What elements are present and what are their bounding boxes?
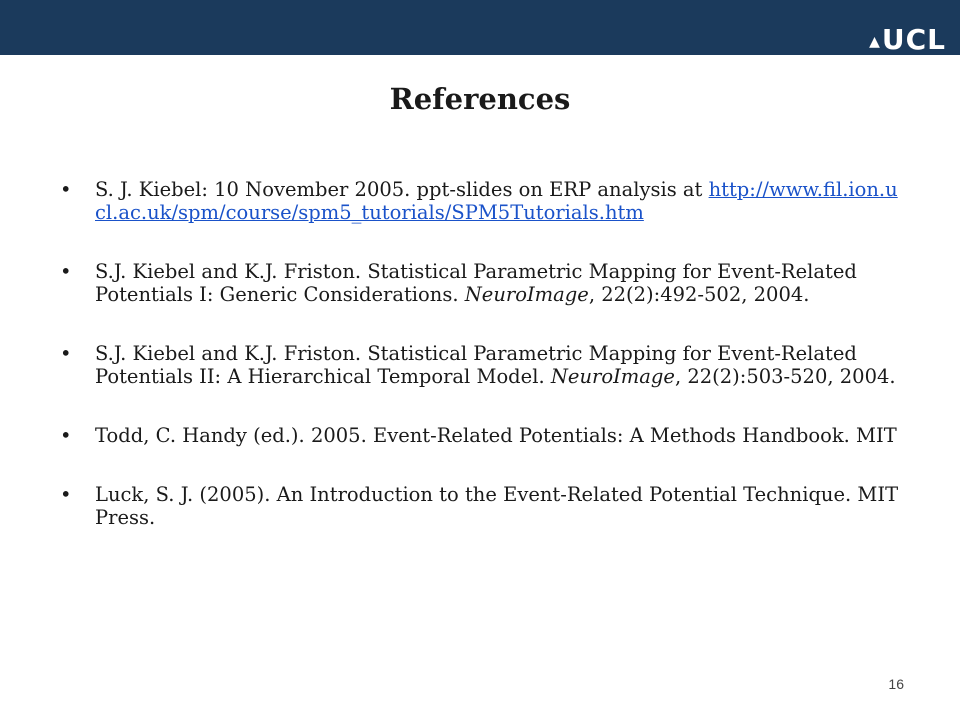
ucl-logo xyxy=(869,23,946,56)
reference-item xyxy=(60,342,905,388)
reference-item xyxy=(60,178,905,224)
reference-text: S.J. Kiebel and K.J. Friston. Statistical Parametric Mapping for Event-Related Potentials II: A Hierarchical Temporal Model. xyxy=(95,342,857,388)
header-bar xyxy=(0,0,960,55)
page-number: 16 xyxy=(888,676,904,692)
reference-text: S.J. Kiebel and K.J. Friston. Statistical Parametric Mapping for Event-Related Potentials I: Generic Considerations. xyxy=(95,260,857,306)
reference-citation: , 22(2):492-502, 2004. xyxy=(588,283,810,306)
reference-list xyxy=(60,178,905,565)
journal-name: NeuroImage xyxy=(464,283,589,306)
reference-text: Todd, C. Handy (ed.). 2005. Event-Related Potentials: A Methods Handbook. MIT xyxy=(95,424,897,447)
reference-item xyxy=(60,424,905,447)
reference-text: Luck, S. J. (2005). An Introduction to the Event-Related Potential Technique. MIT Press. xyxy=(95,483,899,529)
reference-text: S. J. Kiebel: 10 November 2005. ppt-slides on ERP analysis at xyxy=(95,178,703,201)
reference-citation: , 22(2):503-520, 2004. xyxy=(674,365,896,388)
reference-link[interactable]: http://www.fil.ion.ucl.ac.uk/spm/course/spm5_tutorials/SPM5Tutorials.htm xyxy=(95,178,898,224)
ucl-dome-icon: ▲ xyxy=(869,34,881,50)
slide-title: References xyxy=(389,82,571,116)
reference-item xyxy=(60,260,905,306)
reference-item xyxy=(60,483,905,529)
ucl-logo-text: UCL xyxy=(881,23,946,56)
journal-name: NeuroImage xyxy=(550,365,675,388)
